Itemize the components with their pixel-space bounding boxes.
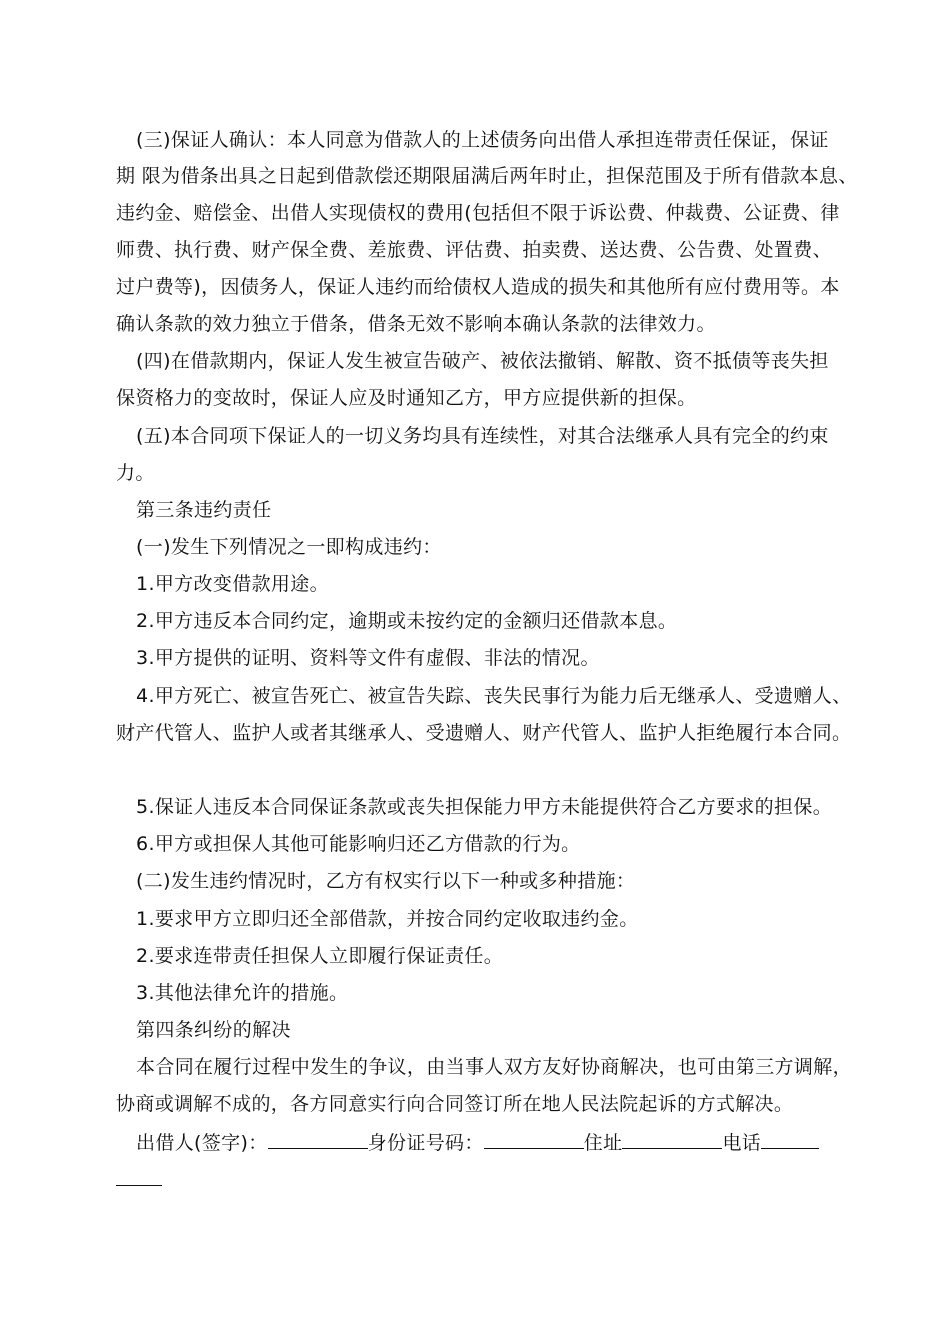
phone-blank-continued[interactable] bbox=[116, 1167, 162, 1186]
section-heading: 第四条纠纷的解决 bbox=[136, 1019, 291, 1041]
list-item: 2.要求连带责任担保人立即履行保证责任。 bbox=[136, 945, 504, 967]
list-item: 2.甲方违反本合同约定，逾期或未按约定的金额归还借款本息。 bbox=[136, 610, 678, 632]
id-number-blank[interactable] bbox=[484, 1130, 584, 1149]
signature-line-continuation bbox=[116, 1167, 162, 1192]
paragraph-line: 期 限为借条出具之日起到借款偿还期限届满后两年时止，担保范围及于所有借款本息、 bbox=[116, 165, 858, 187]
lender-signature-label: 出借人(签字)： bbox=[136, 1132, 268, 1154]
paragraph-line: 师费、执行费、财产保全费、差旅费、评估费、拍卖费、送达费、公告费、处置费、 bbox=[116, 239, 832, 261]
paragraph-line: (四)在借款期内，保证人发生被宣告破产、被依法撤销、解散、资不抵债等丧失担 bbox=[136, 350, 829, 372]
paragraph-line: (五)本合同项下保证人的一切义务均具有连续性，对其合法继承人具有完全的约束 bbox=[136, 425, 829, 447]
phone-blank[interactable] bbox=[761, 1130, 819, 1149]
address-label: 住址 bbox=[583, 1132, 623, 1154]
paragraph-line: 确认条款的效力独立于借条，借条无效不影响本确认条款的法律效力。 bbox=[116, 313, 716, 335]
signature-line bbox=[136, 1130, 819, 1155]
paragraph-line: (二)发生违约情况时，乙方有权实行以下一种或多种措施： bbox=[136, 870, 636, 892]
paragraph-line: 违约金、赔偿金、出借人实现债权的费用(包括但不限于诉讼费、仲裁费、公证费、律 bbox=[116, 202, 840, 224]
address-blank[interactable] bbox=[622, 1130, 722, 1149]
paragraph-line: 本合同在履行过程中发生的争议，由当事人双方友好协商解决，也可由第三方调解， bbox=[136, 1056, 852, 1078]
list-item: 1.甲方改变借款用途。 bbox=[136, 573, 329, 595]
list-item: 3.甲方提供的证明、资料等文件有虚假、非法的情况。 bbox=[136, 647, 600, 669]
phone-label: 电话 bbox=[722, 1132, 762, 1154]
list-item: 5.保证人违反本合同保证条款或丧失担保能力甲方未能提供符合乙方要求的担保。 bbox=[136, 796, 833, 818]
list-item: 4.甲方死亡、被宣告死亡、被宣告失踪、丧失民事行为能力后无继承人、受遗赠人、 bbox=[136, 685, 852, 707]
paragraph-line: 过户费等)，因债务人，保证人违约而给债权人造成的损失和其他所有应付费用等。本 bbox=[116, 276, 840, 298]
list-item: 1.要求甲方立即归还全部借款，并按合同约定收取违约金。 bbox=[136, 908, 639, 930]
list-item: 3.其他法律允许的措施。 bbox=[136, 982, 349, 1004]
paragraph-line: (一)发生下列情况之一即构成违约： bbox=[136, 536, 442, 558]
id-number-label: 身份证号码： bbox=[367, 1132, 484, 1154]
paragraph-line: 协商或调解不成的，各方同意实行向合同签订所在地人民法院起诉的方式解决。 bbox=[116, 1093, 794, 1115]
paragraph-line: 财产代管人、监护人或者其继承人、受遗赠人、财产代管人、监护人拒绝履行本合同。 bbox=[116, 722, 852, 744]
paragraph-line: (三)保证人确认：本人同意为借款人的上述债务向出借人承担连带责任保证，保证 bbox=[136, 129, 829, 151]
paragraph-line: 保资格力的变故时，保证人应及时通知乙方，甲方应提供新的担保。 bbox=[116, 387, 697, 409]
list-item: 6.甲方或担保人其他可能影响归还乙方借款的行为。 bbox=[136, 833, 581, 855]
lender-signature-blank[interactable] bbox=[268, 1130, 368, 1149]
paragraph-line: 力。 bbox=[116, 462, 155, 484]
section-heading: 第三条违约责任 bbox=[136, 499, 272, 521]
